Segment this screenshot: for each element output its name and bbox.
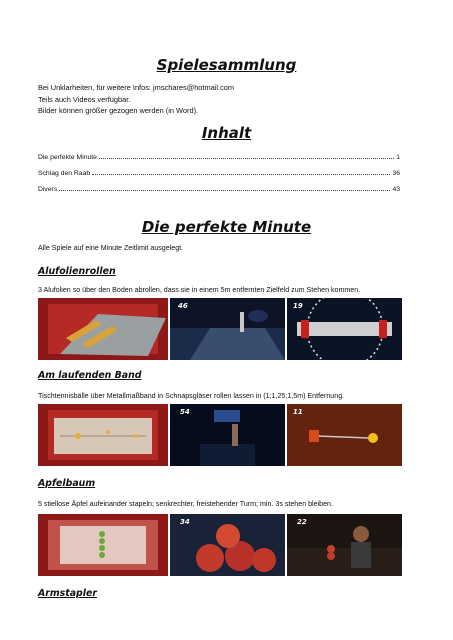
page-title: Spielesammlung xyxy=(156,56,297,74)
game-heading: Am laufenden Band xyxy=(38,370,142,381)
toc-entry-label: Schlag den Raab xyxy=(38,170,91,177)
toc-entry-page: 36 xyxy=(392,170,400,177)
toc-entry-page: 1 xyxy=(396,154,400,161)
section-subtitle: Alle Spiele auf eine Minute Zeitlimit ausgelegt. xyxy=(38,244,184,252)
game-description: 3 Alufolien so über den Boden abrollen, dass sie in einem 5m entfernten Zielfeld zum Stehen kommen. xyxy=(38,286,361,294)
game-photo xyxy=(38,404,168,466)
game-photo-graphic xyxy=(38,514,168,576)
game-photo-graphic xyxy=(287,298,402,360)
game-description: Tischtennisbälle über Metallmaßband in Schnapsgläser rollen lassen in (1;1,25;1,5m) Entfernung. xyxy=(38,392,345,400)
game-photo xyxy=(38,298,168,360)
toc-entry[interactable] xyxy=(38,152,400,162)
game-photo xyxy=(170,298,285,360)
game-photo-graphic xyxy=(287,404,402,466)
game-heading: Apfelbaum xyxy=(38,478,96,489)
toc-entry-label: Die perfekte Minute xyxy=(38,154,97,161)
score-counter: 19 xyxy=(293,302,303,310)
section-heading: Die perfekte Minute xyxy=(141,218,312,236)
toc-leader xyxy=(92,168,390,175)
game-photo xyxy=(38,514,168,576)
game-heading: Alufolienrollen xyxy=(38,266,116,277)
game-photo-graphic xyxy=(38,404,168,466)
score-counter: 46 xyxy=(178,302,188,310)
game-description: 5 stiellose Äpfel aufeinander stapeln; senkrechter, freistehender Turm; min. 3s stehen bleiben. xyxy=(38,500,333,508)
game-image-row xyxy=(38,298,402,360)
toc-entry-label: Divers xyxy=(38,186,58,193)
toc-heading: Inhalt xyxy=(201,124,252,142)
toc-leader xyxy=(99,152,394,159)
intro-line: Bilder können größer gezogen werden (in Word). xyxy=(38,106,199,116)
intro-text xyxy=(38,82,234,117)
score-counter: 11 xyxy=(293,408,303,416)
game-photo-graphic xyxy=(38,298,168,360)
game-photo xyxy=(287,514,402,576)
score-counter: 54 xyxy=(180,408,190,416)
toc-entry[interactable] xyxy=(38,184,400,194)
toc-entry[interactable] xyxy=(38,168,400,178)
score-counter: 22 xyxy=(297,518,307,526)
game-photo xyxy=(287,404,402,466)
score-counter: 34 xyxy=(180,518,190,526)
game-image-row xyxy=(38,404,402,466)
toc-entry-page: 43 xyxy=(392,186,400,193)
game-photo xyxy=(287,298,402,360)
game-image-row xyxy=(38,514,402,576)
intro-line: Teils auch Videos verfügbar. xyxy=(38,94,131,104)
game-photo xyxy=(170,404,285,466)
game-heading: Armstapler xyxy=(38,588,97,599)
game-photo xyxy=(170,514,285,576)
intro-line: Bei Unklarheiten, für weitere Infos: jmschares@hotmail.com xyxy=(38,83,235,92)
toc-leader xyxy=(59,184,390,191)
